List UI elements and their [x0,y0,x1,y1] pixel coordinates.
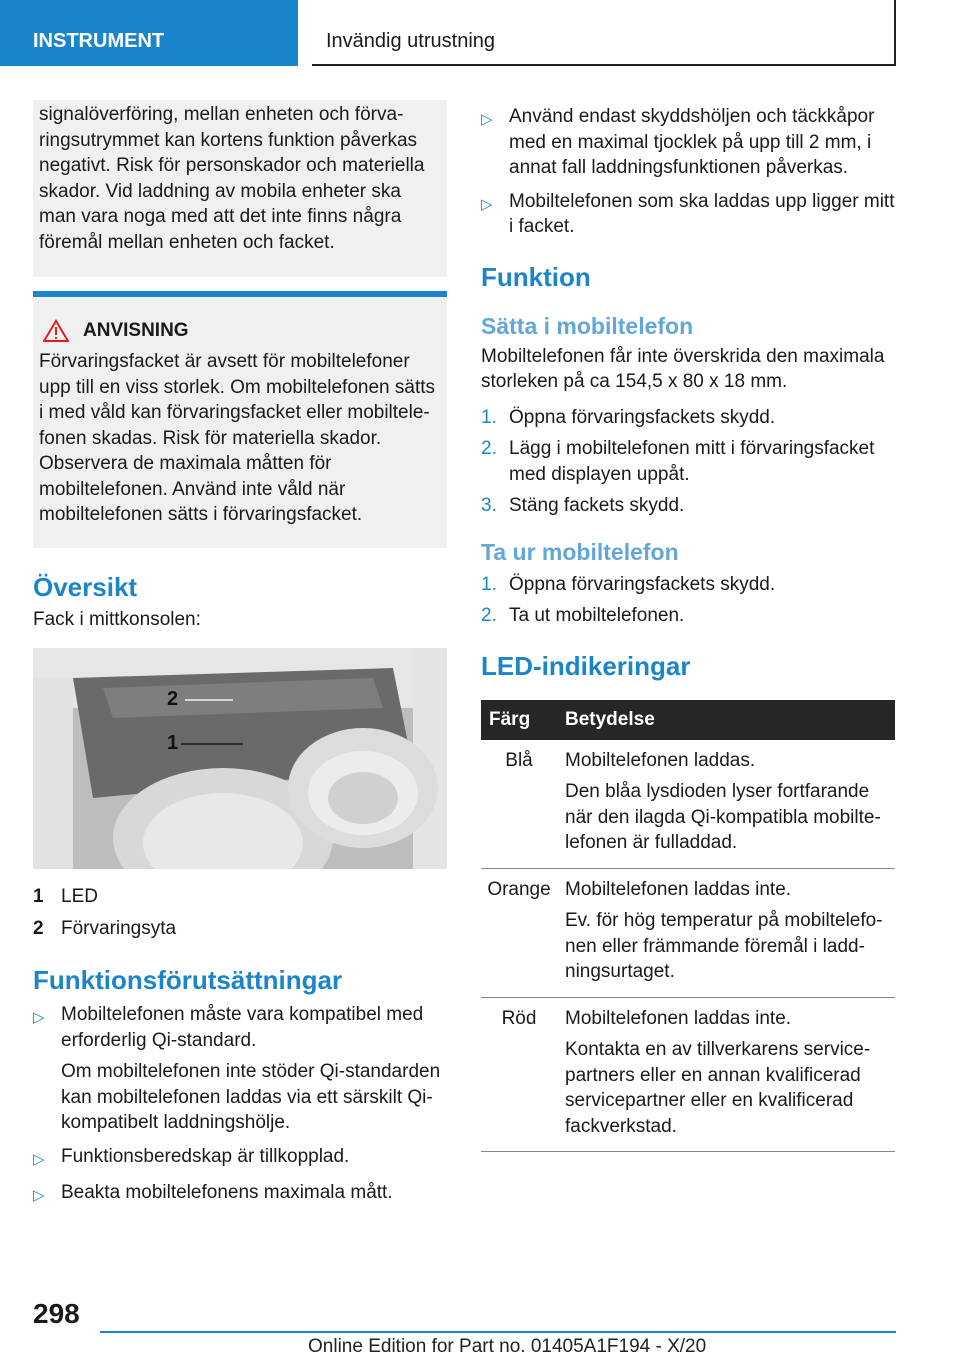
continued-warning-box [33,100,447,277]
led-meaning: Mobiltelefonen laddas inte. [565,1007,792,1029]
subsection-title: Invändig utrustning [312,0,896,66]
step-number: 3. [481,495,497,516]
led-meaning-cell [557,997,895,1152]
console-photo [33,648,447,869]
heading-requirements: Funktionsförutsättningar [33,965,343,995]
column-header-meaning: Betydelse [557,700,895,740]
step-text: Öppna förvaringsfackets skydd. [509,406,776,428]
step-number: 1. [481,573,497,595]
footer-edition: Online Edition for Part no. 01405A1F194 - X/20 [308,1336,707,1357]
heading-led: LED-indikeringar [481,650,691,681]
legend-text: Förvaringsyta [61,918,177,939]
step-number: 2. [481,438,497,459]
table-row [481,868,895,997]
heading-remove: Ta ur mobiltelefon [481,538,679,565]
step-text: Ta ut mobiltelefonen. [509,605,685,626]
led-meaning: Mobiltelefonen laddas. [565,749,756,771]
led-meaning-cell [557,868,895,997]
legend-num: 2 [33,918,44,939]
footer-divider [100,1331,896,1333]
list-item-text: Beakta mobiltelefonens maximala mått. [61,1182,393,1203]
console-illustration [33,648,447,869]
oversikt-intro: Fack i mittkonsolen: [33,608,201,630]
heading-oversikt: Översikt [33,571,138,602]
insert-steps [481,405,895,519]
figure-label-2: 2 [167,688,179,710]
triangle-bullet-icon: ▷ [33,1187,45,1204]
list-item [33,1002,447,1136]
list-item [33,1144,447,1173]
list-item [33,1180,447,1209]
legend-text: LED [61,886,98,907]
led-meaning: Mobiltelefonen laddas inte. [565,878,792,900]
legend-row [33,881,447,913]
led-table [481,700,895,1153]
step-text: Stäng fackets skydd. [509,495,685,516]
led-detail: Kontakta en av tillverkarens servicepartners eller en annan kvalificerad servicepartner eller en kvalificerad fackverkstad. [565,1039,871,1137]
led-detail: Ev. för hög temperatur på mobiltelefonen eller främmande föremål i laddningsurtaget. [565,910,883,982]
triangle-bullet-icon: ▷ [33,1150,45,1168]
notice-text: Förvaringsfacket är avsett för mobiltelefoner upp till en viss storlek. Om mobiltelefonen sätts i med våld kan förvaringsfacket eller mobiltelefonen skadas. Risk för materiella skador. Observera de maximala måtten för mobiltelefonen. Använd inte våld när mobiltelefonen sätts i förvaringsfacket. [39,351,436,525]
table-row [481,997,895,1152]
step-item [481,405,895,431]
step-text: Lägg i mobiltelefonen mitt i förvaringsfacket med displayen uppåt. [509,438,875,485]
continued-warning-text: signalöverföring, mellan enheten och förvaringsutrymmet kan kortens funktion påverkas negativt. Risk för personskador och materiella skador. Vid laddning av mobila enheter ska man vara noga med att det inte finns några föremål mellan enheten och facket. [39,104,425,253]
triangle-bullet-icon: ▷ [481,195,493,213]
step-item [481,603,895,629]
section-tab: INSTRUMENT [0,0,298,66]
figure-legend [33,881,447,945]
table-header-row [481,700,895,740]
remove-steps [481,572,895,629]
step-item [481,436,895,487]
step-item [481,572,895,598]
list-item-text: Använd endast skyddshöljen och täckkåpor med en maximal tjocklek på upp till 2 mm, i annat fall laddningsfunktionen påverkas. [509,106,875,178]
requirements-list [33,1002,447,1209]
list-item-text: Funktionsberedskap är tillkopplad. [61,1145,350,1167]
triangle-bullet-icon: ▷ [33,1009,45,1026]
heading-insert: Sätta i mobiltelefon [481,312,694,339]
list-item-text: Mobiltelefonen som ska laddas upp ligger mitt i facket. [509,190,895,237]
led-color: Orange [481,868,557,997]
step-text: Öppna förvaringsfackets skydd. [509,573,776,595]
insert-intro: Mobiltelefonen får inte överskrida den maximala storleken på ca 154,5 x 80 x 18 mm. [481,345,885,392]
left-column [33,100,447,1217]
led-color: Röd [481,997,557,1152]
led-meaning-cell [557,740,895,869]
cover-list [481,104,895,240]
table-row [481,740,895,869]
legend-row [33,913,447,945]
notice-header [39,319,441,343]
triangle-bullet-icon: ▷ [481,111,493,128]
step-number: 2. [481,605,497,626]
right-column [481,100,895,1152]
list-item-subtext: Om mobiltelefonen inte stöder Qi-standarden kan mobiltelefonen laddas via ett särskilt Qi-kompatibelt laddningshölje. [61,1061,441,1133]
list-item-text: Mobiltelefonen måste vara kompatibel med erforderlig Qi-standard. [61,1004,424,1051]
figure-label-1: 1 [167,732,179,754]
heading-funktion: Funktion [481,261,591,292]
led-detail: Den blåa lysdioden lyser fortfarande när den ilagda Qi-kompatibla mobiltelefonen är fulladdad. [565,781,881,853]
list-item [481,104,895,181]
step-number: 1. [481,406,497,428]
legend-num: 1 [33,886,44,907]
page-number: 298 [33,1298,80,1329]
step-item [481,493,895,519]
notice-box [33,291,447,548]
list-item [481,189,895,240]
column-header-color: Färg [481,700,557,740]
notice-title: ANVISNING [83,320,189,341]
led-color: Blå [481,740,557,869]
warning-triangle-icon [43,319,69,343]
page-header [0,0,960,66]
